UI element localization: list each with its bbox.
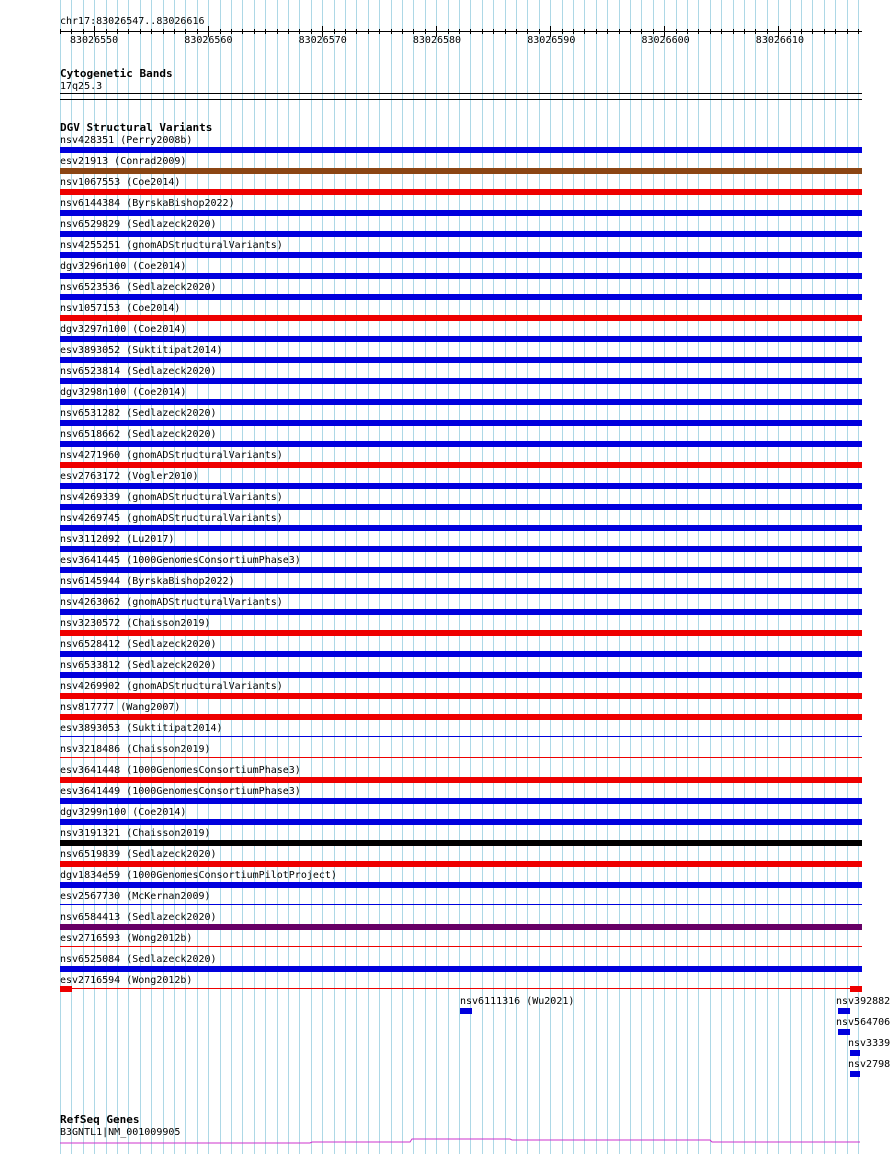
dgv-extra-label: nsv564706 xyxy=(836,1017,890,1028)
dgv-feature-label: esv2763172 (Vogler2010) xyxy=(60,471,199,482)
ruler-tick-label: 83026590 xyxy=(527,35,576,46)
dgv-feature-bar[interactable] xyxy=(60,189,862,195)
dgv-feature-bar[interactable] xyxy=(60,441,862,447)
dgv-feature-bar[interactable] xyxy=(60,651,862,657)
dgv-feature-block[interactable] xyxy=(850,986,862,992)
dgv-feature-bar[interactable] xyxy=(60,714,862,720)
refseq-track-title: RefSeq Genes xyxy=(60,1113,140,1126)
cytoband-track-title: Cytogenetic Bands xyxy=(60,67,173,80)
dgv-feature-label: dgv3298n100 (Coe2014) xyxy=(60,387,187,398)
dgv-feature-label: esv2716593 (Wong2012b) xyxy=(60,933,193,944)
dgv-feature-label: nsv6533812 (Sedlazeck2020) xyxy=(60,660,217,671)
dgv-feature-bar[interactable] xyxy=(60,588,862,594)
ruler-tick-label: 83026600 xyxy=(641,35,690,46)
dgv-feature-bar[interactable] xyxy=(60,946,862,947)
dgv-feature-label: nsv6525084 (Sedlazeck2020) xyxy=(60,954,217,965)
dgv-feature-label: dgv1834e59 (1000GenomesConsortiumPilotProject) xyxy=(60,870,337,881)
dgv-extra-label: nsv2798 xyxy=(848,1059,890,1070)
dgv-feature-label: esv3893053 (Suktitipat2014) xyxy=(60,723,223,734)
dgv-feature-label: nsv6529829 (Sedlazeck2020) xyxy=(60,219,217,230)
dgv-feature-bar[interactable] xyxy=(60,273,862,279)
dgv-feature-bar[interactable] xyxy=(60,924,862,930)
dgv-feature-label: nsv6531282 (Sedlazeck2020) xyxy=(60,408,217,419)
dgv-feature-label: nsv6518662 (Sedlazeck2020) xyxy=(60,429,217,440)
dgv-feature-bar[interactable] xyxy=(60,294,862,300)
dgv-feature-label: nsv4269902 (gnomADStructuralVariants) xyxy=(60,681,283,692)
dgv-feature-label: esv3893052 (Suktitipat2014) xyxy=(60,345,223,356)
dgv-feature-label: dgv3299n100 (Coe2014) xyxy=(60,807,187,818)
dgv-feature-label: nsv4269745 (gnomADStructuralVariants) xyxy=(60,513,283,524)
dgv-feature-bar[interactable] xyxy=(60,420,862,426)
dgv-feature-bar[interactable] xyxy=(60,966,862,972)
dgv-feature-bar[interactable] xyxy=(60,736,862,737)
dgv-feature-label: nsv6523814 (Sedlazeck2020) xyxy=(60,366,217,377)
ruler-title: chr17:83026547..83026616 xyxy=(60,16,205,27)
cytoband-bar-bottom xyxy=(60,99,862,100)
dgv-extra-label: nsv3339 xyxy=(848,1038,890,1049)
dgv-feature-bar[interactable] xyxy=(60,861,862,867)
dgv-feature-bar[interactable] xyxy=(60,819,862,825)
dgv-feature-bar[interactable] xyxy=(60,147,862,153)
dgv-feature-bar[interactable] xyxy=(60,378,862,384)
dgv-feature-label: nsv817777 (Wang2007) xyxy=(60,702,181,713)
dgv-feature-label: nsv3230572 (Chaisson2019) xyxy=(60,618,211,629)
dgv-feature-bar[interactable] xyxy=(60,882,862,888)
ruler-tick-label: 83026550 xyxy=(70,35,119,46)
dgv-feature-bar[interactable] xyxy=(60,336,862,342)
dgv-feature-label: nsv1067553 (Coe2014) xyxy=(60,177,181,188)
dgv-feature-label: esv21913 (Conrad2009) xyxy=(60,156,187,167)
dgv-feature-label: esv3641445 (1000GenomesConsortiumPhase3) xyxy=(60,555,301,566)
ruler-tick-label: 83026580 xyxy=(412,35,462,46)
dgv-feature-bar[interactable] xyxy=(60,525,862,531)
cytoband-bar-top xyxy=(60,93,862,94)
dgv-feature-bar[interactable] xyxy=(60,609,862,615)
dgv-track-title: DGV Structural Variants xyxy=(60,121,213,134)
refseq-gene-line[interactable] xyxy=(0,1134,890,1146)
cytoband-label: 17q25.3 xyxy=(60,81,103,92)
dgv-extra-block[interactable] xyxy=(838,1029,850,1035)
dgv-feature-bar[interactable] xyxy=(60,798,862,804)
dgv-feature-label: esv3641448 (1000GenomesConsortiumPhase3) xyxy=(60,765,301,776)
dgv-feature-bar[interactable] xyxy=(60,840,862,846)
dgv-feature-bar[interactable] xyxy=(60,462,862,468)
refseq-gene-label[interactable]: B3GNTL1|NM_001009905 xyxy=(60,1127,181,1138)
dgv-feature-label: nsv6144384 (ByrskaBishop2022) xyxy=(60,198,235,209)
dgv-extra-label: nsv392882 xyxy=(836,996,890,1007)
dgv-extra-label: nsv6111316 (Wu2021) xyxy=(460,996,575,1007)
dgv-feature-label: dgv3297n100 (Coe2014) xyxy=(60,324,187,335)
dgv-feature-bar[interactable] xyxy=(60,168,862,174)
dgv-feature-label: nsv3191321 (Chaisson2019) xyxy=(60,828,211,839)
dgv-feature-label: nsv4255251 (gnomADStructuralVariants) xyxy=(60,240,283,251)
dgv-feature-label: nsv6523536 (Sedlazeck2020) xyxy=(60,282,217,293)
dgv-feature-bar[interactable] xyxy=(60,988,862,989)
dgv-feature-label: esv2567730 (McKernan2009) xyxy=(60,891,211,902)
dgv-feature-label: esv2716594 (Wong2012b) xyxy=(60,975,193,986)
dgv-feature-label: nsv428351 (Perry2008b) xyxy=(60,135,193,146)
dgv-extra-block[interactable] xyxy=(460,1008,472,1014)
ruler-tick-label: 83026610 xyxy=(755,35,804,46)
dgv-feature-bar[interactable] xyxy=(60,693,862,699)
dgv-feature-label: nsv1057153 (Coe2014) xyxy=(60,303,181,314)
dgv-feature-label: esv3641449 (1000GenomesConsortiumPhase3) xyxy=(60,786,301,797)
dgv-feature-bar[interactable] xyxy=(60,504,862,510)
dgv-feature-label: nsv4263062 (gnomADStructuralVariants) xyxy=(60,597,283,608)
dgv-feature-bar[interactable] xyxy=(60,210,862,216)
dgv-feature-label: nsv6145944 (ByrskaBishop2022) xyxy=(60,576,235,587)
dgv-extra-block[interactable] xyxy=(850,1050,860,1056)
dgv-feature-bar[interactable] xyxy=(60,777,862,783)
dgv-feature-bar[interactable] xyxy=(60,567,862,573)
dgv-feature-label: nsv6519839 (Sedlazeck2020) xyxy=(60,849,217,860)
dgv-feature-bar[interactable] xyxy=(60,757,862,758)
dgv-feature-label: nsv3112092 (Lu2017) xyxy=(60,534,175,545)
dgv-feature-label: nsv6584413 (Sedlazeck2020) xyxy=(60,912,217,923)
dgv-feature-bar[interactable] xyxy=(60,252,862,258)
dgv-feature-bar[interactable] xyxy=(60,357,862,363)
dgv-feature-bar[interactable] xyxy=(60,399,862,405)
dgv-feature-bar[interactable] xyxy=(60,483,862,489)
dgv-feature-block[interactable] xyxy=(60,986,72,992)
dgv-feature-label: nsv4271960 (gnomADStructuralVariants) xyxy=(60,450,283,461)
dgv-feature-bar[interactable] xyxy=(60,904,862,905)
dgv-feature-bar[interactable] xyxy=(60,672,862,678)
dgv-feature-bar[interactable] xyxy=(60,630,862,636)
dgv-feature-bar[interactable] xyxy=(60,546,862,552)
ruler-tick-label: 83026560 xyxy=(184,35,233,46)
dgv-feature-label: nsv3218486 (Chaisson2019) xyxy=(60,744,211,755)
dgv-extra-block[interactable] xyxy=(838,1008,850,1014)
dgv-feature-label: dgv3296n100 (Coe2014) xyxy=(60,261,187,272)
dgv-feature-label: nsv4269339 (gnomADStructuralVariants) xyxy=(60,492,283,503)
dgv-feature-bar[interactable] xyxy=(60,231,862,237)
dgv-extra-block[interactable] xyxy=(850,1071,860,1077)
dgv-feature-label: nsv6528412 (Sedlazeck2020) xyxy=(60,639,217,650)
dgv-feature-bar[interactable] xyxy=(60,315,862,321)
ruler-tick-label: 83026570 xyxy=(298,35,347,46)
